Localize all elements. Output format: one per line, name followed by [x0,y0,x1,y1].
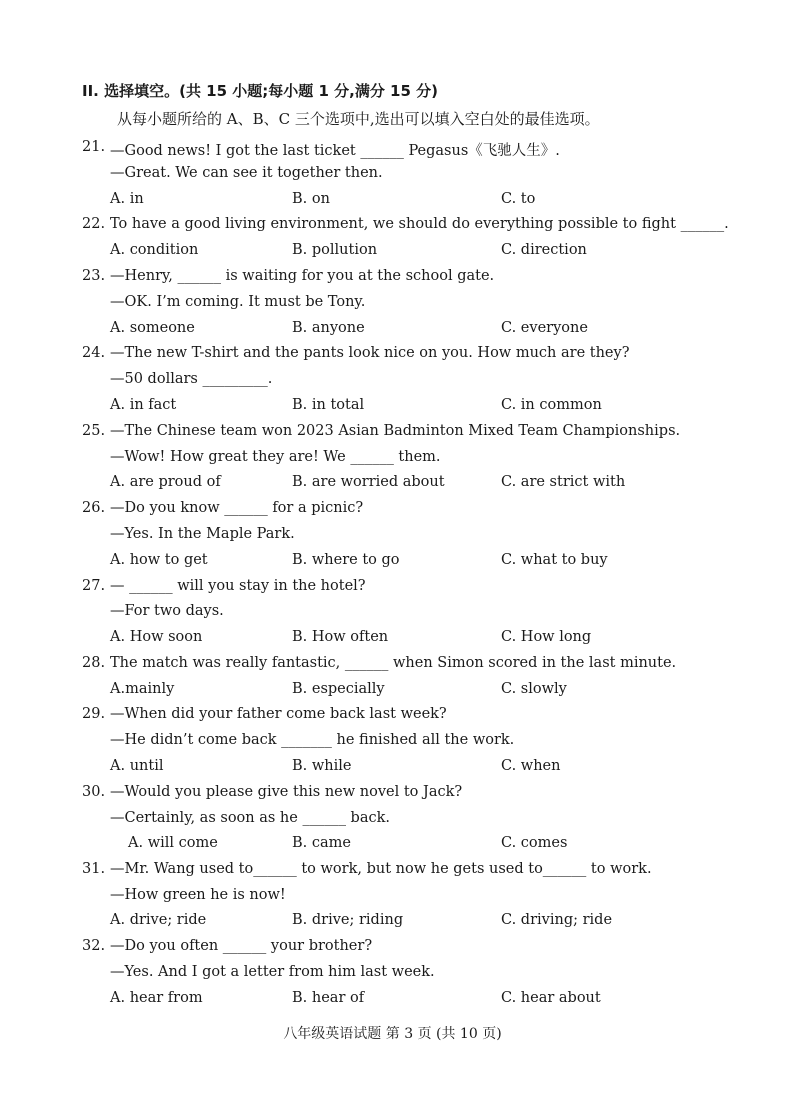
option-a: A. in [110,191,144,207]
option-a: A. will come [128,835,218,851]
question-number: 29. [82,706,106,722]
option-c: C. driving; ride [501,912,613,928]
question-number: 25. [82,423,106,439]
question-stem: To have a good living environment, we should do everything possible to fight ______. [110,216,729,232]
question-stem: —When did your father come back last week? [110,706,447,722]
question-stem: The match was really fantastic, ______ when Simon scored in the last minute. [110,655,677,671]
question-number: 23. [82,268,106,284]
option-a: A. how to get [110,552,208,568]
option-b: B. are worried about [292,474,445,490]
option-b: B. pollution [292,242,378,258]
option-c: C. in common [501,397,602,413]
option-a: A.mainly [110,681,175,697]
option-b: B. How often [292,629,389,645]
option-c: C. when [501,758,561,774]
option-c: C. everyone [501,320,588,336]
option-b: B. hear of [292,990,365,1006]
option-c: C. to [501,191,536,207]
question-reply: —Yes. In the Maple Park. [110,526,295,542]
option-b: B. anyone [292,320,365,336]
question-stem: —Would you please give this new novel to Jack? [110,784,463,800]
question-number: 26. [82,500,106,516]
option-a: A. are proud of [110,474,221,490]
option-c: C. hear about [501,990,601,1006]
question-reply: —Great. We can see it together then. [110,165,383,181]
option-b: B. drive; riding [292,912,404,928]
option-c: C. direction [501,242,587,258]
question-number: 27. [82,578,106,594]
question-stem: —Do you often ______ your brother? [110,938,373,954]
question-reply: —Wow! How great they are! We ______ them. [110,449,441,465]
option-c: C. are strict with [501,474,626,490]
option-b: B. while [292,758,352,774]
question-number: 24. [82,345,106,361]
question-reply: —How green he is now! [110,887,286,903]
question-stem: — ______ will you stay in the hotel? [110,578,366,594]
section-heading: II. 选择填空。(共 15 小题;每小题 1 分,满分 15 分) [82,82,439,100]
page-footer: 八年级英语试题 第 3 页 (共 10 页) [283,1026,502,1042]
question-stem: —Mr. Wang used to______ to work, but now he gets used to______ to work. [110,861,652,877]
option-a: A. drive; ride [110,912,207,928]
option-a: A. hear from [110,990,203,1006]
question-number: 28. [82,655,106,671]
option-b: B. came [292,835,351,851]
option-a: A. until [110,758,164,774]
question-number: 32. [82,938,106,954]
question-reply: —OK. I’m coming. It must be Tony. [110,294,366,310]
option-a: A. condition [110,242,199,258]
question-stem: —Henry, ______ is waiting for you at the school gate. [110,268,495,284]
question-number: 21. [82,139,106,155]
option-b: B. in total [292,397,365,413]
question-reply: —Certainly, as soon as he ______ back. [110,810,390,826]
option-a: A. in fact [110,397,177,413]
question-reply: —50 dollars _________. [110,371,273,387]
option-c: C. comes [501,835,568,851]
question-reply: —For two days. [110,603,224,619]
option-c: C. slowly [501,681,567,697]
option-c: C. what to buy [501,552,608,568]
question-number: 30. [82,784,106,800]
question-number: 22. [82,216,106,232]
question-stem: —Do you know ______ for a picnic? [110,500,364,516]
option-a: A. someone [110,320,195,336]
question-stem: —The new T-shirt and the pants look nice on you. How much are they? [110,345,630,361]
question-reply: —He didn’t come back _______ he finished all the work. [110,732,515,748]
option-b: B. especially [292,681,385,697]
section-instructions: 从每小题所给的 A、B、C 三个选项中,选出可以填入空白处的最佳选项。 [117,110,600,128]
question-reply: —Yes. And I got a letter from him last week. [110,964,435,980]
question-stem: —Good news! I got the last ticket ______ Pegasus《飞驰人生》. [110,143,560,159]
question-stem: —The Chinese team won 2023 Asian Badminton Mixed Team Championships. [110,423,681,439]
question-number: 31. [82,861,106,877]
option-b: B. where to go [292,552,400,568]
option-b: B. on [292,191,330,207]
option-c: C. How long [501,629,592,645]
option-a: A. How soon [110,629,203,645]
